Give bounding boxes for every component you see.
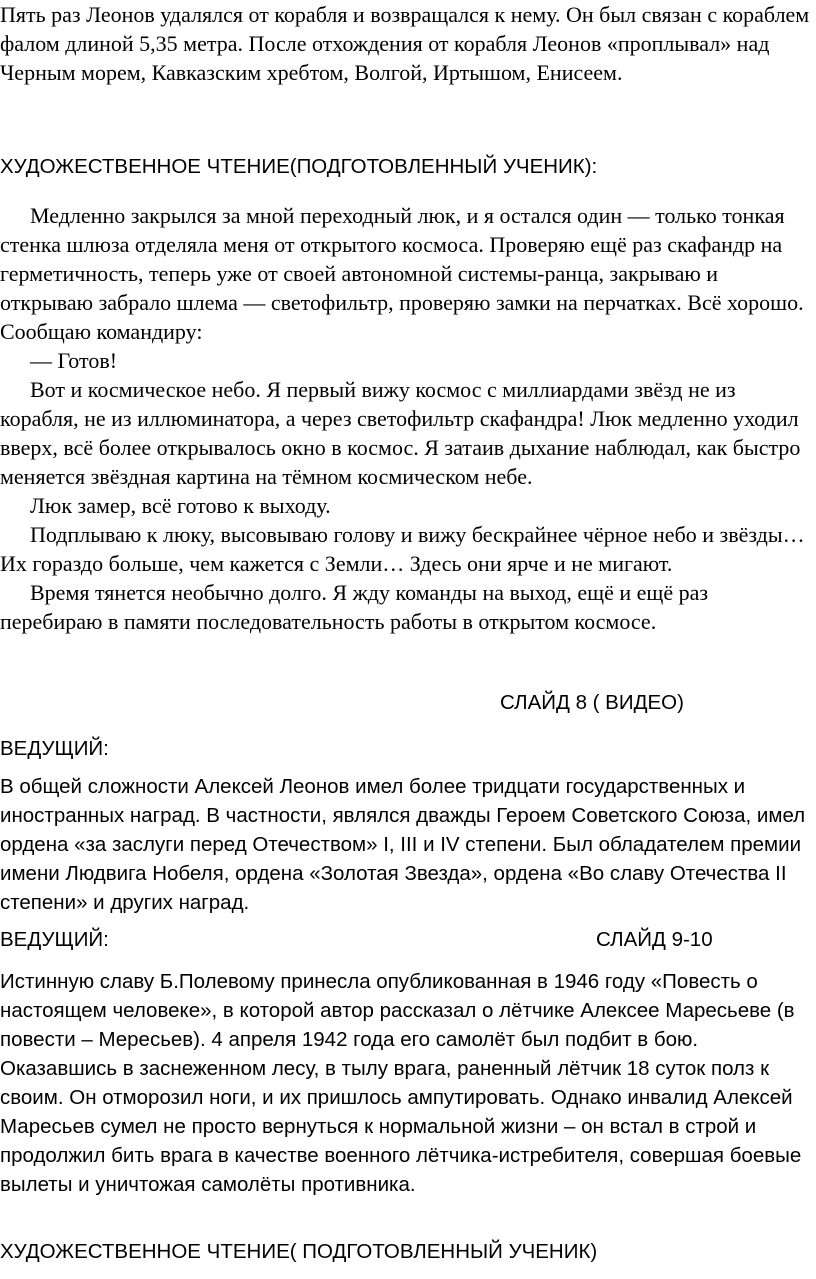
intro-paragraph: Пять раз Леонов удалялся от корабля и возвращался к нему. Он был связан с кораблем фалом длиной 5,35 метра. После отхождения от корабля Леонов «проплывал» над Черным морем, Кавказским хребтом, Волгой, Иртышом, Енисеем. bbox=[0, 2, 810, 85]
reading-section bbox=[0, 201, 812, 636]
host-slide-row bbox=[0, 925, 812, 954]
reading-paragraph: Вот и космическое небо. Я первый вижу космос с миллиардами звёзд не из корабля, не из иллюминатора, а через светофильтр скафандра! Люк медленно уходил вверх, всё более открывалось окно в космос. Я затаив дыхание наблюдал, как быстро меняется звёздная картина на тёмном космическом небе. bbox=[0, 377, 801, 489]
reading-paragraph: Люк замер, всё готово к выходу. bbox=[30, 493, 331, 518]
reading-paragraph: — Готов! bbox=[30, 348, 118, 373]
slide-8-row bbox=[0, 688, 812, 717]
polevoy-paragraph: Истинную славу Б.Полевому принесла опубликованная в 1946 году «Повесть о настоящем человеке», в которой автор рассказал о лётчике Алексее Маресьеве (в повести – Мересьев). 4 апреля 1942 года его самолёт был подбит в бою. Оказавшись в заснеженном лесу, в тылу врага, раненный лётчик 18 суток полз к своим. Он отморозил ноги, и их пришлось ампутировать. Однако инвалид Алексей Маресьев сумел не просто вернуться к нормальной жизни – он встал в строй и продолжил бить врага в качестве военного лётчика-истребителя, совершая боевые вылеты и уничтожая самолёты противника. bbox=[0, 970, 802, 1196]
awards-paragraph: В общей сложности Алексей Леонов имел более тридцати государственных и иностранных наград. В частности, являлся дважды Героем Советского Союза, имел ордена «за заслуги перед Отечеством» I, III и IV степени. Был обладателем премии имени Людвига Нобеля, ордена «Золотая Звезда», ордена «Во славу Отечества II степени» и других наград. bbox=[0, 775, 806, 914]
host-label-1: ВЕДУЩИЙ: bbox=[0, 737, 109, 760]
reading-paragraph: Время тянется необычно долго. Я жду команды на выход, ещё и ещё раз перебираю в памяти последовательность работы в открытом космосе. bbox=[0, 580, 709, 634]
slide-8-label: СЛАЙД 8 ( ВИДЕО) bbox=[500, 691, 684, 714]
host-label-2: ВЕДУЩИЙ: bbox=[0, 928, 109, 951]
heading-artistic-reading-1: ХУДОЖЕСТВЕННОЕ ЧТЕНИЕ(ПОДГОТОВЛЕННЫЙ УЧЕНИК): bbox=[0, 155, 598, 178]
heading-artistic-reading-2: ХУДОЖЕСТВЕННОЕ ЧТЕНИЕ( ПОДГОТОВЛЕННЫЙ УЧЕНИК) bbox=[0, 1240, 598, 1263]
slide-9-10-label: СЛАЙД 9-10 bbox=[596, 928, 713, 951]
reading-paragraph: Подплываю к люку, высовываю голову и вижу бескрайнее чёрное небо и звёзды… Их гораздо больше, чем кажется с Земли… Здесь они ярче и не мигают. bbox=[0, 522, 805, 576]
reading-paragraph: Медленно закрылся за мной переходный люк, и я остался один — только тонкая стенка шлюза отделяла меня от открытого космоса. Проверяю ещё раз скафандр на герметичность, теперь уже от своей автономной системы-ранца, закрываю и открываю забрало шлема — светофильтр, проверяю замки на перчатках. Всё хорошо. Сообщаю командиру: bbox=[0, 203, 804, 344]
